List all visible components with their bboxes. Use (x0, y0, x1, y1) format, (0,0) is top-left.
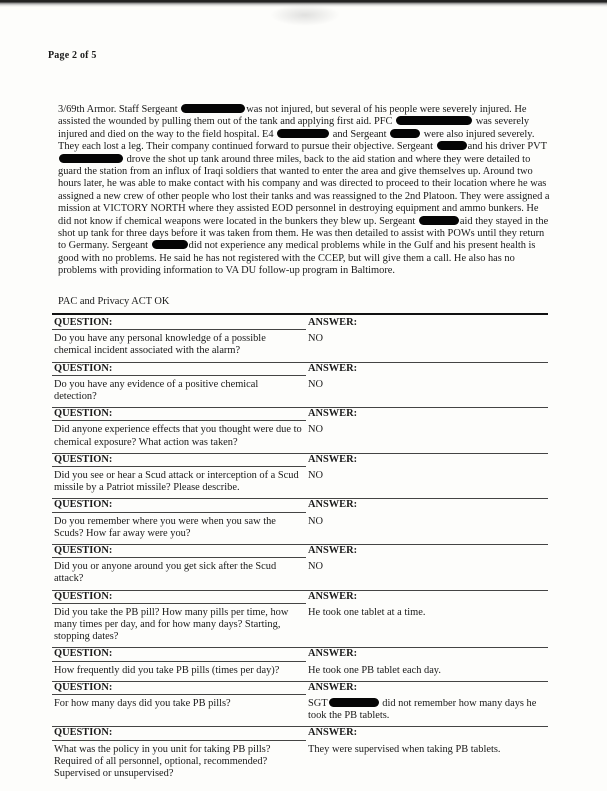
question-text: Do you have any personal knowledge of a possible chemical incident associated with the alarm? (54, 333, 266, 357)
question-label: QUESTION: (52, 727, 306, 740)
qa-row (52, 317, 548, 362)
qa-row (52, 544, 548, 590)
redaction-mark (59, 154, 123, 163)
question-label: QUESTION: (52, 454, 306, 467)
redaction-mark (390, 129, 420, 138)
qa-row (52, 453, 548, 499)
answer-label: ANSWER: (308, 317, 358, 328)
question-text: Did you see or hear a Scud attack or interception of a Scud missile by a Patriot missile? Please describe. (54, 470, 299, 494)
answer-text: NO (308, 515, 324, 527)
answer-label: ANSWER: (308, 453, 358, 465)
question-text: For how many days did you take PB pills? (54, 698, 231, 710)
answer-text: He took one tablet at a time. (308, 606, 426, 618)
page-number: Page 2 of 5 (48, 50, 97, 61)
question-label: QUESTION: (52, 591, 306, 604)
redaction-mark (396, 116, 472, 125)
answer-label: ANSWER: (308, 362, 358, 374)
question-text: Do you remember where you were when you saw the Scuds? How far away were you? (54, 515, 276, 539)
answer-label: ANSWER: (308, 727, 358, 739)
question-label: QUESTION: (52, 648, 306, 661)
redaction-mark (181, 104, 245, 113)
question-text: Do you have any evidence of a positive chemical detection? (54, 378, 259, 403)
question-label: QUESTION: (52, 499, 306, 512)
question-text: Did you or anyone around you get sick after the Scud attack? (54, 561, 277, 585)
answer-label: ANSWER: (308, 648, 358, 660)
qa-row (52, 590, 548, 648)
redaction-mark (437, 141, 467, 150)
answer-label: ANSWER: (308, 499, 358, 511)
answer-text: NO (308, 561, 324, 573)
qa-row (52, 647, 548, 680)
answer-label: ANSWER: (308, 545, 358, 557)
redaction-mark (277, 129, 329, 138)
answer-text: NO (308, 378, 324, 390)
pac-privacy-note: PAC and Privacy ACT OK (58, 296, 170, 307)
answer-text: NO (308, 424, 324, 436)
answer-text: SGT did not remember how many days he took the PB tablets. (308, 698, 537, 722)
question-label: QUESTION: (52, 545, 306, 558)
question-label: QUESTION: (52, 408, 306, 421)
question-label: QUESTION: (52, 363, 306, 376)
answer-label: ANSWER: (308, 681, 358, 693)
qa-table (52, 313, 548, 784)
question-label: QUESTION: (52, 317, 306, 330)
narrative-paragraph: 3/69th Armor. Staff Sergeant was not injured, but several of his people were severely injured. He assisted the wounded by pulling them out of the tank and applying first aid. PFC was severely injured and died on the way to the field hospital. E4 and Sergeant were also injured severely. They each lost a leg. Their company continued forward to pursue their objective. Sergeant and his driver PVT drove the shot up tank around three miles, back to the aid station and where they were detailed to guard the station from an influx of Iraqi soldiers that wanted to enter the area and give themselves up. Around two hours later, he was able to make contact with his company and was directed to proceed to their location where he was assigned a new crew of other people who lost their tanks and was reassigned to the 2nd Platoon. They were assigned a mission at VICTORY NORTH where they assisted EOD personnel in destroying equipment and ammo bunkers. He did not know if chemical weapons were located in the bunkers they blew up. Sergeant aid they stayed in the shot up tank for three days before it was taken from them. He was then detailed to assist with POWs until they return to Germany. Sergeant did not experience any medical problems while in the Gulf and his present health is good with no problems. He said he has not registered with the CCEP, but will give them a call. He also has no problems with providing information to VA DU follow-up program in Baltimore. (58, 104, 550, 277)
qa-row (52, 498, 548, 544)
scan-smudge (270, 4, 340, 26)
answer-text: He took one PB tablet each day. (308, 664, 441, 676)
answer-text: NO (308, 470, 324, 482)
redaction-mark (419, 216, 459, 225)
question-text: How frequently did you take PB pills (times per day)? (54, 664, 280, 676)
qa-row (52, 362, 548, 408)
answer-label: ANSWER: (308, 408, 358, 420)
qa-row (52, 407, 548, 453)
question-label: QUESTION: (52, 682, 306, 695)
answer-text: They were supervised when taking PB tablets. (308, 743, 501, 755)
table-top-rule (52, 313, 548, 315)
qa-row (52, 726, 548, 784)
qa-row (52, 681, 548, 727)
answer-label: ANSWER: (308, 590, 358, 602)
answer-text: NO (308, 333, 324, 345)
question-text: What was the policy in you unit for taking PB pills? Required of all personnel, optional, recommended? Supervised or unsupervised? (54, 743, 271, 780)
redaction-mark (152, 240, 188, 249)
question-text: Did anyone experience effects that you thought were due to chemical exposure? What action was taken? (54, 424, 302, 448)
question-text: Did you take the PB pill? How many pills per time, how many times per day, and for how many days? Starting, stopping dates? (54, 606, 289, 643)
redaction-mark (329, 698, 379, 707)
